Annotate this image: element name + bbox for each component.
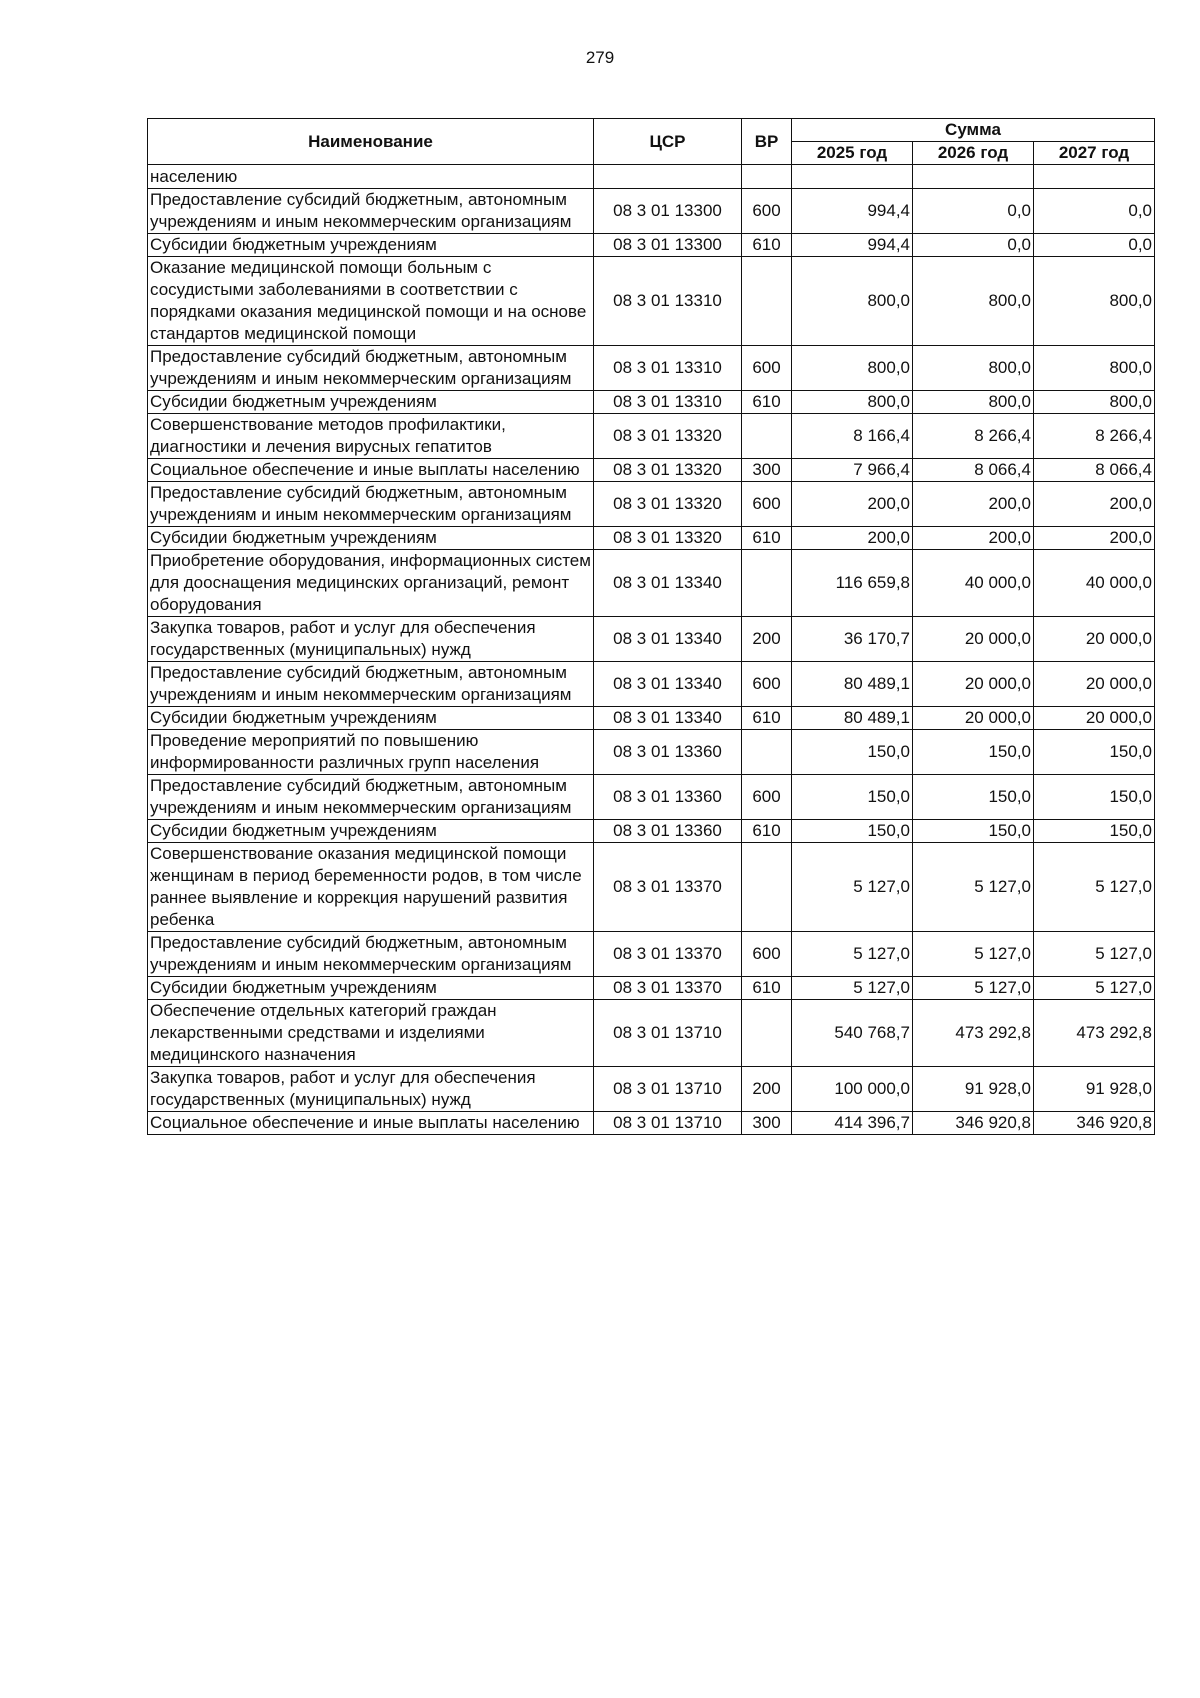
table-row [148,977,1155,1000]
row-vr-code: 600 [742,189,792,234]
row-vr-code: 610 [742,391,792,414]
table-row [148,617,1155,662]
row-amount-2026: 150,0 [913,775,1034,820]
row-name: Закупка товаров, работ и услуг для обеспечения государственных (муниципальных) нужд [148,1067,594,1112]
row-csr-code: 08 3 01 13320 [594,527,742,550]
row-vr-code: 610 [742,234,792,257]
row-amount-2027: 150,0 [1034,820,1155,843]
row-csr-code: 08 3 01 13370 [594,977,742,1000]
row-name: Совершенствование оказания медицинской помощи женщинам в период беременности родов, в том числе раннее выявление и коррекция нарушений развития ребенка [148,843,594,932]
row-csr-code: 08 3 01 13320 [594,482,742,527]
row-amount-2026: 473 292,8 [913,1000,1034,1067]
row-amount-2025: 116 659,8 [792,550,913,617]
row-amount-2025: 540 768,7 [792,1000,913,1067]
row-amount-2026: 40 000,0 [913,550,1034,617]
row-name: Субсидии бюджетным учреждениям [148,977,594,1000]
row-amount-2026: 800,0 [913,346,1034,391]
table-row [148,234,1155,257]
row-amount-2026: 8 266,4 [913,414,1034,459]
header-sum: Сумма [792,119,1155,142]
row-csr-code: 08 3 01 13310 [594,391,742,414]
row-vr-code: 600 [742,932,792,977]
row-vr-code [742,730,792,775]
row-vr-code: 600 [742,482,792,527]
row-vr-code [742,843,792,932]
row-amount-2027: 20 000,0 [1034,617,1155,662]
row-csr-code: 08 3 01 13360 [594,820,742,843]
row-csr-code: 08 3 01 13710 [594,1000,742,1067]
row-amount-2027: 5 127,0 [1034,843,1155,932]
table-row [148,527,1155,550]
row-amount-2026: 5 127,0 [913,843,1034,932]
row-amount-2025 [792,165,913,189]
table-row [148,820,1155,843]
row-vr-code: 200 [742,1067,792,1112]
row-amount-2025: 100 000,0 [792,1067,913,1112]
row-name: Предоставление субсидий бюджетным, автономным учреждениям и иным некоммерческим организациям [148,775,594,820]
row-amount-2027: 8 066,4 [1034,459,1155,482]
row-amount-2025: 5 127,0 [792,932,913,977]
header-year-2026: 2026 год [913,142,1034,165]
table-row [148,707,1155,730]
row-name: Обеспечение отдельных категорий граждан лекарственными средствами и изделиями медицинского назначения [148,1000,594,1067]
row-name: населению [148,165,594,189]
table-row [148,932,1155,977]
row-vr-code [742,550,792,617]
row-amount-2027: 20 000,0 [1034,662,1155,707]
row-amount-2027: 5 127,0 [1034,932,1155,977]
row-csr-code: 08 3 01 13360 [594,730,742,775]
row-amount-2025: 150,0 [792,820,913,843]
table-row [148,1112,1155,1135]
row-amount-2026: 5 127,0 [913,977,1034,1000]
row-vr-code: 610 [742,977,792,1000]
row-csr-code: 08 3 01 13710 [594,1112,742,1135]
row-csr-code: 08 3 01 13310 [594,257,742,346]
table-row [148,1067,1155,1112]
row-amount-2026: 150,0 [913,820,1034,843]
row-amount-2027: 20 000,0 [1034,707,1155,730]
row-amount-2025: 414 396,7 [792,1112,913,1135]
row-amount-2026: 20 000,0 [913,662,1034,707]
row-amount-2025: 800,0 [792,257,913,346]
row-vr-code: 200 [742,617,792,662]
row-amount-2025: 8 166,4 [792,414,913,459]
row-vr-code: 300 [742,1112,792,1135]
table-row [148,189,1155,234]
row-amount-2027: 150,0 [1034,730,1155,775]
row-amount-2027: 0,0 [1034,189,1155,234]
row-amount-2025: 5 127,0 [792,977,913,1000]
table-row [148,165,1155,189]
row-amount-2026: 0,0 [913,189,1034,234]
row-vr-code: 610 [742,527,792,550]
row-csr-code: 08 3 01 13320 [594,459,742,482]
table-row [148,843,1155,932]
row-name: Приобретение оборудования, информационных систем для дооснащения медицинских организаций, ремонт оборудования [148,550,594,617]
row-amount-2026: 20 000,0 [913,617,1034,662]
row-amount-2027: 150,0 [1034,775,1155,820]
row-vr-code [742,414,792,459]
row-amount-2025: 36 170,7 [792,617,913,662]
row-csr-code: 08 3 01 13320 [594,414,742,459]
row-name: Предоставление субсидий бюджетным, автономным учреждениям и иным некоммерческим организациям [148,932,594,977]
table-row [148,482,1155,527]
row-name: Субсидии бюджетным учреждениям [148,820,594,843]
row-amount-2027: 800,0 [1034,346,1155,391]
row-amount-2025: 150,0 [792,775,913,820]
row-name: Социальное обеспечение и иные выплаты населению [148,1112,594,1135]
row-name: Закупка товаров, работ и услуг для обеспечения государственных (муниципальных) нужд [148,617,594,662]
row-amount-2025: 200,0 [792,482,913,527]
row-amount-2027: 200,0 [1034,482,1155,527]
header-year-2027: 2027 год [1034,142,1155,165]
row-name: Предоставление субсидий бюджетным, автономным учреждениям и иным некоммерческим организациям [148,346,594,391]
row-csr-code: 08 3 01 13340 [594,662,742,707]
row-name: Предоставление субсидий бюджетным, автономным учреждениям и иным некоммерческим организациям [148,482,594,527]
row-vr-code: 600 [742,662,792,707]
row-amount-2027: 91 928,0 [1034,1067,1155,1112]
row-name: Предоставление субсидий бюджетным, автономным учреждениям и иным некоммерческим организациям [148,189,594,234]
row-csr-code: 08 3 01 13370 [594,932,742,977]
row-amount-2026: 150,0 [913,730,1034,775]
table-row [148,1000,1155,1067]
row-csr-code [594,165,742,189]
row-name: Субсидии бюджетным учреждениям [148,527,594,550]
row-amount-2027: 8 266,4 [1034,414,1155,459]
table-row [148,346,1155,391]
row-csr-code: 08 3 01 13370 [594,843,742,932]
row-amount-2025: 5 127,0 [792,843,913,932]
row-csr-code: 08 3 01 13340 [594,617,742,662]
row-amount-2025: 80 489,1 [792,662,913,707]
row-amount-2026: 200,0 [913,482,1034,527]
row-name: Проведение мероприятий по повышению информированности различных групп населения [148,730,594,775]
row-amount-2027 [1034,165,1155,189]
table-row [148,257,1155,346]
row-amount-2026: 346 920,8 [913,1112,1034,1135]
row-name: Предоставление субсидий бюджетным, автономным учреждениям и иным некоммерческим организациям [148,662,594,707]
row-amount-2025: 200,0 [792,527,913,550]
table-body [148,165,1155,1135]
row-name: Субсидии бюджетным учреждениям [148,707,594,730]
row-amount-2027: 800,0 [1034,391,1155,414]
row-vr-code: 610 [742,707,792,730]
row-csr-code: 08 3 01 13300 [594,189,742,234]
row-csr-code: 08 3 01 13340 [594,707,742,730]
row-amount-2025: 7 966,4 [792,459,913,482]
row-amount-2025: 150,0 [792,730,913,775]
row-name: Социальное обеспечение и иные выплаты населению [148,459,594,482]
row-amount-2027: 5 127,0 [1034,977,1155,1000]
row-name: Субсидии бюджетным учреждениям [148,391,594,414]
row-amount-2026: 91 928,0 [913,1067,1034,1112]
header-year-2025: 2025 год [792,142,913,165]
row-vr-code: 600 [742,346,792,391]
row-csr-code: 08 3 01 13300 [594,234,742,257]
table-header [148,119,1155,165]
header-csr: ЦСР [594,119,742,165]
table-row [148,391,1155,414]
row-vr-code [742,257,792,346]
row-amount-2026: 20 000,0 [913,707,1034,730]
table-row [148,775,1155,820]
row-amount-2026: 200,0 [913,527,1034,550]
table-row [148,414,1155,459]
row-amount-2025: 80 489,1 [792,707,913,730]
row-vr-code: 610 [742,820,792,843]
table-row [148,459,1155,482]
row-amount-2025: 994,4 [792,234,913,257]
row-vr-code: 300 [742,459,792,482]
table-row [148,550,1155,617]
row-amount-2026: 8 066,4 [913,459,1034,482]
row-name: Субсидии бюджетным учреждениям [148,234,594,257]
budget-table [147,118,1155,1135]
row-vr-code [742,1000,792,1067]
row-csr-code: 08 3 01 13340 [594,550,742,617]
row-name: Совершенствование методов профилактики, диагностики и лечения вирусных гепатитов [148,414,594,459]
row-amount-2026: 800,0 [913,391,1034,414]
row-vr-code [742,165,792,189]
row-amount-2025: 800,0 [792,346,913,391]
row-amount-2026: 0,0 [913,234,1034,257]
row-amount-2027: 473 292,8 [1034,1000,1155,1067]
row-amount-2026: 800,0 [913,257,1034,346]
row-amount-2026 [913,165,1034,189]
row-csr-code: 08 3 01 13360 [594,775,742,820]
row-amount-2027: 346 920,8 [1034,1112,1155,1135]
table-row [148,662,1155,707]
table-row [148,730,1155,775]
header-name: Наименование [148,119,594,165]
row-vr-code: 600 [742,775,792,820]
row-amount-2025: 994,4 [792,189,913,234]
row-amount-2027: 40 000,0 [1034,550,1155,617]
page-number: 279 [585,48,615,67]
row-name: Оказание медицинской помощи больным с сосудистыми заболеваниями в соответствии с порядками оказания медицинской помощи и на основе стандартов медицинской помощи [148,257,594,346]
row-amount-2027: 200,0 [1034,527,1155,550]
row-csr-code: 08 3 01 13310 [594,346,742,391]
row-csr-code: 08 3 01 13710 [594,1067,742,1112]
row-amount-2027: 0,0 [1034,234,1155,257]
header-vr: ВР [742,119,792,165]
row-amount-2025: 800,0 [792,391,913,414]
row-amount-2026: 5 127,0 [913,932,1034,977]
row-amount-2027: 800,0 [1034,257,1155,346]
